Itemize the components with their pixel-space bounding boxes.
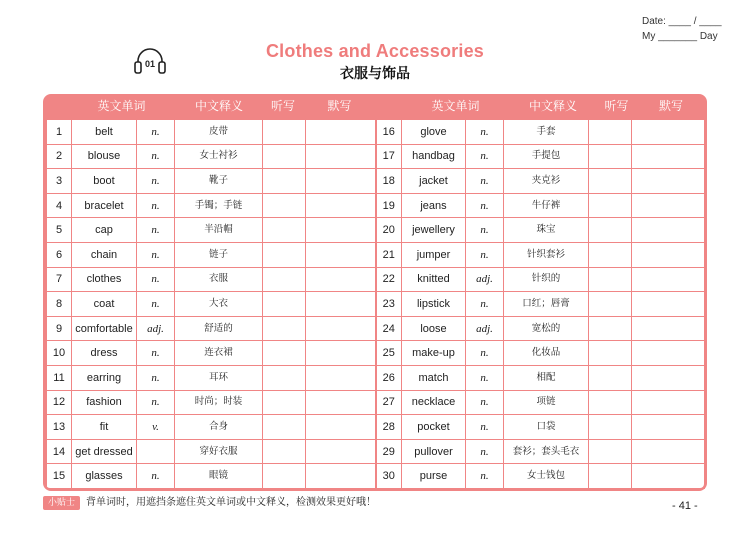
- chinese-meaning: 连衣裙: [175, 341, 263, 366]
- chinese-meaning: 项链: [504, 390, 589, 415]
- write-from-memory-cell[interactable]: [306, 316, 376, 341]
- header-english-left: 英文单词: [97, 99, 146, 113]
- chinese-meaning: 大衣: [175, 292, 263, 317]
- chinese-meaning: 皮带: [175, 120, 263, 145]
- part-of-speech: n.: [466, 193, 504, 218]
- table-row: [47, 341, 705, 366]
- word-number: 19: [376, 193, 402, 218]
- write-from-memory-cell[interactable]: [632, 415, 705, 440]
- part-of-speech: n.: [466, 365, 504, 390]
- write-from-memory-cell[interactable]: [306, 365, 376, 390]
- write-from-memory-cell[interactable]: [306, 439, 376, 464]
- dictation-cell[interactable]: [589, 464, 632, 489]
- dictation-cell[interactable]: [589, 193, 632, 218]
- english-word: fashion: [72, 390, 137, 415]
- table-row: [47, 267, 705, 292]
- dictation-cell[interactable]: [589, 292, 632, 317]
- chinese-meaning: 手镯；手链: [175, 193, 263, 218]
- english-word: pullover: [402, 439, 466, 464]
- part-of-speech: n.: [137, 464, 175, 489]
- write-from-memory-cell[interactable]: [632, 316, 705, 341]
- table-row: [47, 144, 705, 169]
- dictation-cell[interactable]: [263, 316, 306, 341]
- dictation-cell[interactable]: [589, 169, 632, 194]
- dictation-cell[interactable]: [263, 365, 306, 390]
- part-of-speech: n.: [137, 144, 175, 169]
- write-from-memory-cell[interactable]: [306, 242, 376, 267]
- chinese-meaning: 珠宝: [504, 218, 589, 243]
- table-row: [47, 169, 705, 194]
- english-word: jacket: [402, 169, 466, 194]
- chinese-meaning: 合身: [175, 415, 263, 440]
- table-row: [47, 415, 705, 440]
- header-english-right: 英文单词: [431, 99, 480, 113]
- dictation-cell[interactable]: [589, 390, 632, 415]
- vocabulary-table: [46, 119, 705, 489]
- chinese-meaning: 女士钱包: [504, 464, 589, 489]
- word-number: 8: [47, 292, 72, 317]
- word-number: 13: [47, 415, 72, 440]
- chinese-meaning: 衣服: [175, 267, 263, 292]
- header-chinese-right: 中文释义: [528, 99, 577, 113]
- english-word: dress: [72, 341, 137, 366]
- english-word: cap: [72, 218, 137, 243]
- write-from-memory-cell[interactable]: [306, 193, 376, 218]
- word-number: 9: [47, 316, 72, 341]
- write-from-memory-cell[interactable]: [632, 341, 705, 366]
- part-of-speech: n.: [466, 464, 504, 489]
- page-number: - 41 -: [672, 500, 698, 512]
- chinese-meaning: 牛仔裤: [504, 193, 589, 218]
- chinese-meaning: 套衫；套头毛衣: [504, 439, 589, 464]
- part-of-speech: n.: [137, 120, 175, 145]
- chinese-meaning: 手提包: [504, 144, 589, 169]
- chinese-meaning: 女士衬衫: [175, 144, 263, 169]
- english-word: clothes: [72, 267, 137, 292]
- english-word: loose: [402, 316, 466, 341]
- english-word: boot: [72, 169, 137, 194]
- date-box: [642, 14, 722, 44]
- word-number: 16: [376, 120, 402, 145]
- part-of-speech: n.: [466, 390, 504, 415]
- word-number: 18: [376, 169, 402, 194]
- part-of-speech: n.: [466, 169, 504, 194]
- write-from-memory-cell[interactable]: [306, 120, 376, 145]
- write-from-memory-cell[interactable]: [306, 292, 376, 317]
- part-of-speech: n.: [137, 218, 175, 243]
- write-from-memory-cell[interactable]: [632, 390, 705, 415]
- part-of-speech: n.: [137, 341, 175, 366]
- part-of-speech: n.: [137, 292, 175, 317]
- part-of-speech: n.: [137, 267, 175, 292]
- write-from-memory-cell[interactable]: [632, 169, 705, 194]
- chinese-meaning: 针织的: [504, 267, 589, 292]
- write-from-memory-cell[interactable]: [632, 365, 705, 390]
- table-row: [47, 316, 705, 341]
- dictation-cell[interactable]: [263, 144, 306, 169]
- chinese-meaning: 半沿帽: [175, 218, 263, 243]
- chinese-meaning: 耳环: [175, 365, 263, 390]
- part-of-speech: n.: [466, 341, 504, 366]
- chinese-meaning: 相配: [504, 365, 589, 390]
- dictation-cell[interactable]: [263, 341, 306, 366]
- english-word: handbag: [402, 144, 466, 169]
- dictation-cell[interactable]: [263, 169, 306, 194]
- part-of-speech: adj.: [137, 316, 175, 341]
- english-word: glove: [402, 120, 466, 145]
- word-number: 27: [376, 390, 402, 415]
- chinese-meaning: 针织套衫: [504, 242, 589, 267]
- write-from-memory-cell[interactable]: [306, 341, 376, 366]
- write-from-memory-cell[interactable]: [632, 144, 705, 169]
- write-from-memory-cell[interactable]: [632, 193, 705, 218]
- dictation-cell[interactable]: [589, 242, 632, 267]
- write-from-memory-cell[interactable]: [632, 218, 705, 243]
- chinese-meaning: 舒适的: [175, 316, 263, 341]
- part-of-speech: n.: [137, 193, 175, 218]
- table-row: [47, 242, 705, 267]
- page-title-english: Clothes and Accessories: [265, 41, 485, 61]
- word-number: 21: [376, 242, 402, 267]
- chinese-meaning: 靴子: [175, 169, 263, 194]
- word-number: 22: [376, 267, 402, 292]
- chinese-meaning: 化妆品: [504, 341, 589, 366]
- dictation-cell[interactable]: [263, 218, 306, 243]
- part-of-speech: n.: [137, 365, 175, 390]
- part-of-speech: adj.: [466, 316, 504, 341]
- english-word: jeans: [402, 193, 466, 218]
- english-word: knitted: [402, 267, 466, 292]
- english-word: comfortable: [72, 316, 137, 341]
- dictation-cell[interactable]: [589, 267, 632, 292]
- dictation-cell[interactable]: [263, 242, 306, 267]
- badge-number: 01: [144, 59, 156, 69]
- chinese-meaning: 眼镜: [175, 464, 263, 489]
- english-word: chain: [72, 242, 137, 267]
- date-line: Date: ____ / ____: [642, 16, 722, 27]
- dictation-cell[interactable]: [589, 439, 632, 464]
- word-number: 14: [47, 439, 72, 464]
- dictation-cell[interactable]: [263, 193, 306, 218]
- write-from-memory-cell[interactable]: [306, 464, 376, 489]
- write-from-memory-cell[interactable]: [306, 415, 376, 440]
- part-of-speech: v.: [137, 415, 175, 440]
- english-word: necklace: [402, 390, 466, 415]
- english-word: purse: [402, 464, 466, 489]
- table-row: [47, 390, 705, 415]
- word-number: 10: [47, 341, 72, 366]
- word-number: 23: [376, 292, 402, 317]
- dictation-cell[interactable]: [263, 415, 306, 440]
- dictation-cell[interactable]: [589, 365, 632, 390]
- english-word: glasses: [72, 464, 137, 489]
- english-word: match: [402, 365, 466, 390]
- part-of-speech: n.: [466, 415, 504, 440]
- part-of-speech: n.: [137, 242, 175, 267]
- chinese-meaning: 口红；唇膏: [504, 292, 589, 317]
- chinese-meaning: 穿好衣服: [175, 439, 263, 464]
- table-row: [47, 464, 705, 489]
- chinese-meaning: 手套: [504, 120, 589, 145]
- word-number: 28: [376, 415, 402, 440]
- part-of-speech: n.: [466, 439, 504, 464]
- table-row: [47, 292, 705, 317]
- part-of-speech: n.: [466, 120, 504, 145]
- dictation-cell[interactable]: [589, 218, 632, 243]
- dictation-cell[interactable]: [589, 341, 632, 366]
- word-number: 24: [376, 316, 402, 341]
- word-number: 1: [47, 120, 72, 145]
- chinese-meaning: 时尚；时装: [175, 390, 263, 415]
- write-from-memory-cell[interactable]: [306, 144, 376, 169]
- write-from-memory-cell[interactable]: [632, 120, 705, 145]
- dictation-cell[interactable]: [263, 390, 306, 415]
- table-row: [47, 120, 705, 145]
- my-day-line: My _______ Day: [642, 31, 718, 42]
- english-word: belt: [72, 120, 137, 145]
- dictation-cell[interactable]: [263, 120, 306, 145]
- word-number: 6: [47, 242, 72, 267]
- dictation-cell[interactable]: [263, 439, 306, 464]
- word-number: 20: [376, 218, 402, 243]
- table-row: [47, 218, 705, 243]
- dictation-cell[interactable]: [263, 267, 306, 292]
- word-number: 5: [47, 218, 72, 243]
- word-number: 29: [376, 439, 402, 464]
- table-row: [47, 439, 705, 464]
- write-from-memory-cell[interactable]: [632, 292, 705, 317]
- tip-text: 背单词时，用遮挡条遮住英文单词或中文释义，检测效果更好哦！: [86, 497, 376, 508]
- header-write-left: 默写: [327, 99, 352, 113]
- page-title-chinese: 衣服与饰品: [340, 66, 410, 82]
- chinese-meaning: 链子: [175, 242, 263, 267]
- word-number: 17: [376, 144, 402, 169]
- write-from-memory-cell[interactable]: [632, 439, 705, 464]
- english-word: fit: [72, 415, 137, 440]
- table-row: [47, 193, 705, 218]
- english-word: bracelet: [72, 193, 137, 218]
- dictation-cell[interactable]: [589, 415, 632, 440]
- word-number: 12: [47, 390, 72, 415]
- write-from-memory-cell[interactable]: [632, 267, 705, 292]
- part-of-speech: n.: [466, 218, 504, 243]
- write-from-memory-cell[interactable]: [306, 390, 376, 415]
- dictation-cell[interactable]: [589, 144, 632, 169]
- chinese-meaning: 宽松的: [504, 316, 589, 341]
- word-number: 25: [376, 341, 402, 366]
- write-from-memory-cell[interactable]: [632, 242, 705, 267]
- header-write-right: 默写: [658, 99, 683, 113]
- english-word: lipstick: [402, 292, 466, 317]
- write-from-memory-cell[interactable]: [306, 267, 376, 292]
- write-from-memory-cell[interactable]: [632, 464, 705, 489]
- header-listen-right: 听写: [604, 99, 629, 113]
- part-of-speech: n.: [137, 169, 175, 194]
- part-of-speech: adj.: [466, 267, 504, 292]
- word-number: 30: [376, 464, 402, 489]
- chinese-meaning: 夹克衫: [504, 169, 589, 194]
- dictation-cell[interactable]: [589, 316, 632, 341]
- english-word: blouse: [72, 144, 137, 169]
- word-number: 15: [47, 464, 72, 489]
- tip-label: 小贴士: [43, 496, 80, 510]
- english-word: jumper: [402, 242, 466, 267]
- english-word: jewellery: [402, 218, 466, 243]
- dictation-cell[interactable]: [263, 292, 306, 317]
- word-number: 4: [47, 193, 72, 218]
- dictation-cell[interactable]: [589, 120, 632, 145]
- table-row: [47, 365, 705, 390]
- word-number: 11: [47, 365, 72, 390]
- part-of-speech: n.: [466, 242, 504, 267]
- english-word: earring: [72, 365, 137, 390]
- english-word: make-up: [402, 341, 466, 366]
- english-word: coat: [72, 292, 137, 317]
- header-chinese-left: 中文释义: [194, 99, 243, 113]
- write-from-memory-cell[interactable]: [306, 169, 376, 194]
- chinese-meaning: 口袋: [504, 415, 589, 440]
- word-number: 7: [47, 267, 72, 292]
- word-number: 3: [47, 169, 72, 194]
- header-listen-left: 听写: [270, 99, 295, 113]
- part-of-speech: n.: [137, 390, 175, 415]
- part-of-speech: [137, 439, 175, 464]
- part-of-speech: n.: [466, 292, 504, 317]
- word-number: 2: [47, 144, 72, 169]
- part-of-speech: n.: [466, 144, 504, 169]
- english-word: get dressed: [72, 439, 137, 464]
- dictation-cell[interactable]: [263, 464, 306, 489]
- word-number: 26: [376, 365, 402, 390]
- english-word: pocket: [402, 415, 466, 440]
- write-from-memory-cell[interactable]: [306, 218, 376, 243]
